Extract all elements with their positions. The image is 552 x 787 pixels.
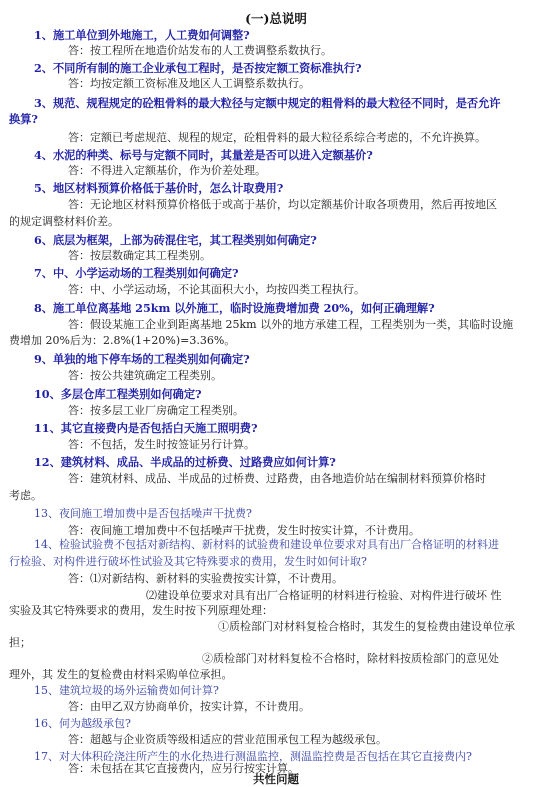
answer-5: 答：无论地区材料预算价格低于或高于基价，均以定额基价计取各项费用，然后再按地区 xyxy=(68,198,497,211)
question-3: 3、规范、规程规定的砼粗骨料的最大粒径与定额中规定的粗骨料的最大粒径不同时，是否允许 xyxy=(34,96,501,110)
answer-10: 答：按多层工业厂房确定工程类别。 xyxy=(68,404,244,417)
answer-12: 答：建筑材料、成品、半成品的过桥费、过路费，由各地造价站在编制材料预算价格时 xyxy=(68,472,486,485)
question-14-cont: 行检验、对构件进行破坏性试验及其它特殊要求的费用，发生时如何计取? xyxy=(9,555,367,568)
question-16: 16、何为越级承包? xyxy=(34,717,131,730)
answer-14-5: 担； xyxy=(9,636,31,649)
answer-12-cont: 考虑。 xyxy=(9,489,42,502)
question-17: 17、对大体积砼浇注所产生的水化热进行测温监控，测温监控费是否包括在其它直接费内? xyxy=(34,750,472,763)
answer-14-3: 实验及其它特殊要求的费用，发生时按下列原理处理： xyxy=(9,604,273,617)
answer-8-cont: 费增加 20%后为：2.8%(1+20%)=3.36%。 xyxy=(9,334,236,347)
answer-14-2: ⑵建设单位要求对具有出厂合格证明的材料进行检验、对构件进行破坏 性 xyxy=(146,589,502,602)
question-12: 12、建筑材料、成品、半成品的过桥费、过路费应如何计算? xyxy=(34,455,336,469)
question-6: 6、底层为框架，上部为砖混住宅，其工程类别如何确定? xyxy=(34,233,317,247)
question-2: 2、不同所有制的施工企业承包工程时，是否按定额工资标准执行? xyxy=(34,61,362,75)
question-13: 13、夜间施工增加费中是否包括噪声干扰费? xyxy=(34,507,252,520)
answer-5-cont: 的规定调整材料价差。 xyxy=(9,215,119,228)
answer-14-4: ①质检部门对材料复检合格时，其发生的复检费由建设单位承 xyxy=(218,620,515,633)
question-4: 4、水泥的种类、标号与定额不同时，其量差是否可以进入定额基价? xyxy=(34,148,373,162)
answer-15: 答：由甲乙双方协商单价，按实计算，不计费用。 xyxy=(68,700,310,713)
answer-14-6: ②质检部门对材料复检不合格时，除材料按质检部门的意见处 xyxy=(202,652,499,665)
question-8: 8、施工单位离基地 25km 以外施工，临时设施费增加费 20%，如何正确理解? xyxy=(34,301,435,315)
section-title: (一)总说明 xyxy=(245,11,307,26)
answer-4: 答：不得进入定额基价，作为价差处理。 xyxy=(68,164,266,177)
question-10: 10、多层仓库工程类别如何确定? xyxy=(34,387,202,401)
question-7: 7、中、小学运动场的工程类别如何确定? xyxy=(34,266,239,280)
question-3-cont: 换算? xyxy=(9,112,38,126)
footer-section-title: 共性问题 xyxy=(253,772,299,786)
answer-16: 答：超越与企业资质等级相适应的营业范围承包工程为越级承包。 xyxy=(68,733,387,746)
question-14: 14、检验试验费不包括对新结构、新材料的试验费和建设单位要求对具有出厂合格证明的材料进 xyxy=(34,538,499,551)
answer-1: 答：按工程所在地造价站发布的人工费调整系数执行。 xyxy=(68,44,332,57)
answer-9: 答：按公共建筑确定工程类别。 xyxy=(68,369,222,382)
question-15: 15、建筑垃圾的场外运输费如何计算? xyxy=(34,684,219,697)
answer-14-1: 答：⑴对新结构、新材料的实验费按实计算，不计费用。 xyxy=(68,572,343,585)
answer-6: 答：按层数确定其工程类别。 xyxy=(68,249,211,262)
answer-7: 答：中、小学运动场，不论其面积大小，均按四类工程执行。 xyxy=(68,283,365,296)
question-5: 5、地区材料预算价格低于基价时，怎么计取费用? xyxy=(34,181,284,195)
question-11: 11、其它直接费内是否包括白天施工照明费? xyxy=(34,421,258,435)
question-1: 1、施工单位到外地施工，人工费如何调整? xyxy=(34,28,250,42)
answer-2: 答：均按定额工资标准及地区人工调整系数执行。 xyxy=(68,77,310,90)
question-9: 9、单独的地下停车场的工程类别如何确定? xyxy=(34,352,250,366)
answer-11: 答：不包括，发生时按签证另行计算。 xyxy=(68,438,255,451)
answer-17: 答：未包括在其它直接费内，应另行按实计算。 xyxy=(68,762,299,775)
answer-13: 答：夜间施工增加费中不包括噪声干扰费，发生时按实计算，不计费用。 xyxy=(68,524,420,537)
answer-14-7: 理外，其 发生的复检费由材料采购单位承担。 xyxy=(9,668,233,681)
answer-3: 答：定额已考虑规范、规程的规定，砼粗骨料的最大粒径系综合考虑的，不允许换算。 xyxy=(68,131,486,144)
answer-8: 答：假设某施工企业到距离基地 25km 以外的地方承建工程，工程类别为一类，其临时设施 xyxy=(68,318,514,331)
